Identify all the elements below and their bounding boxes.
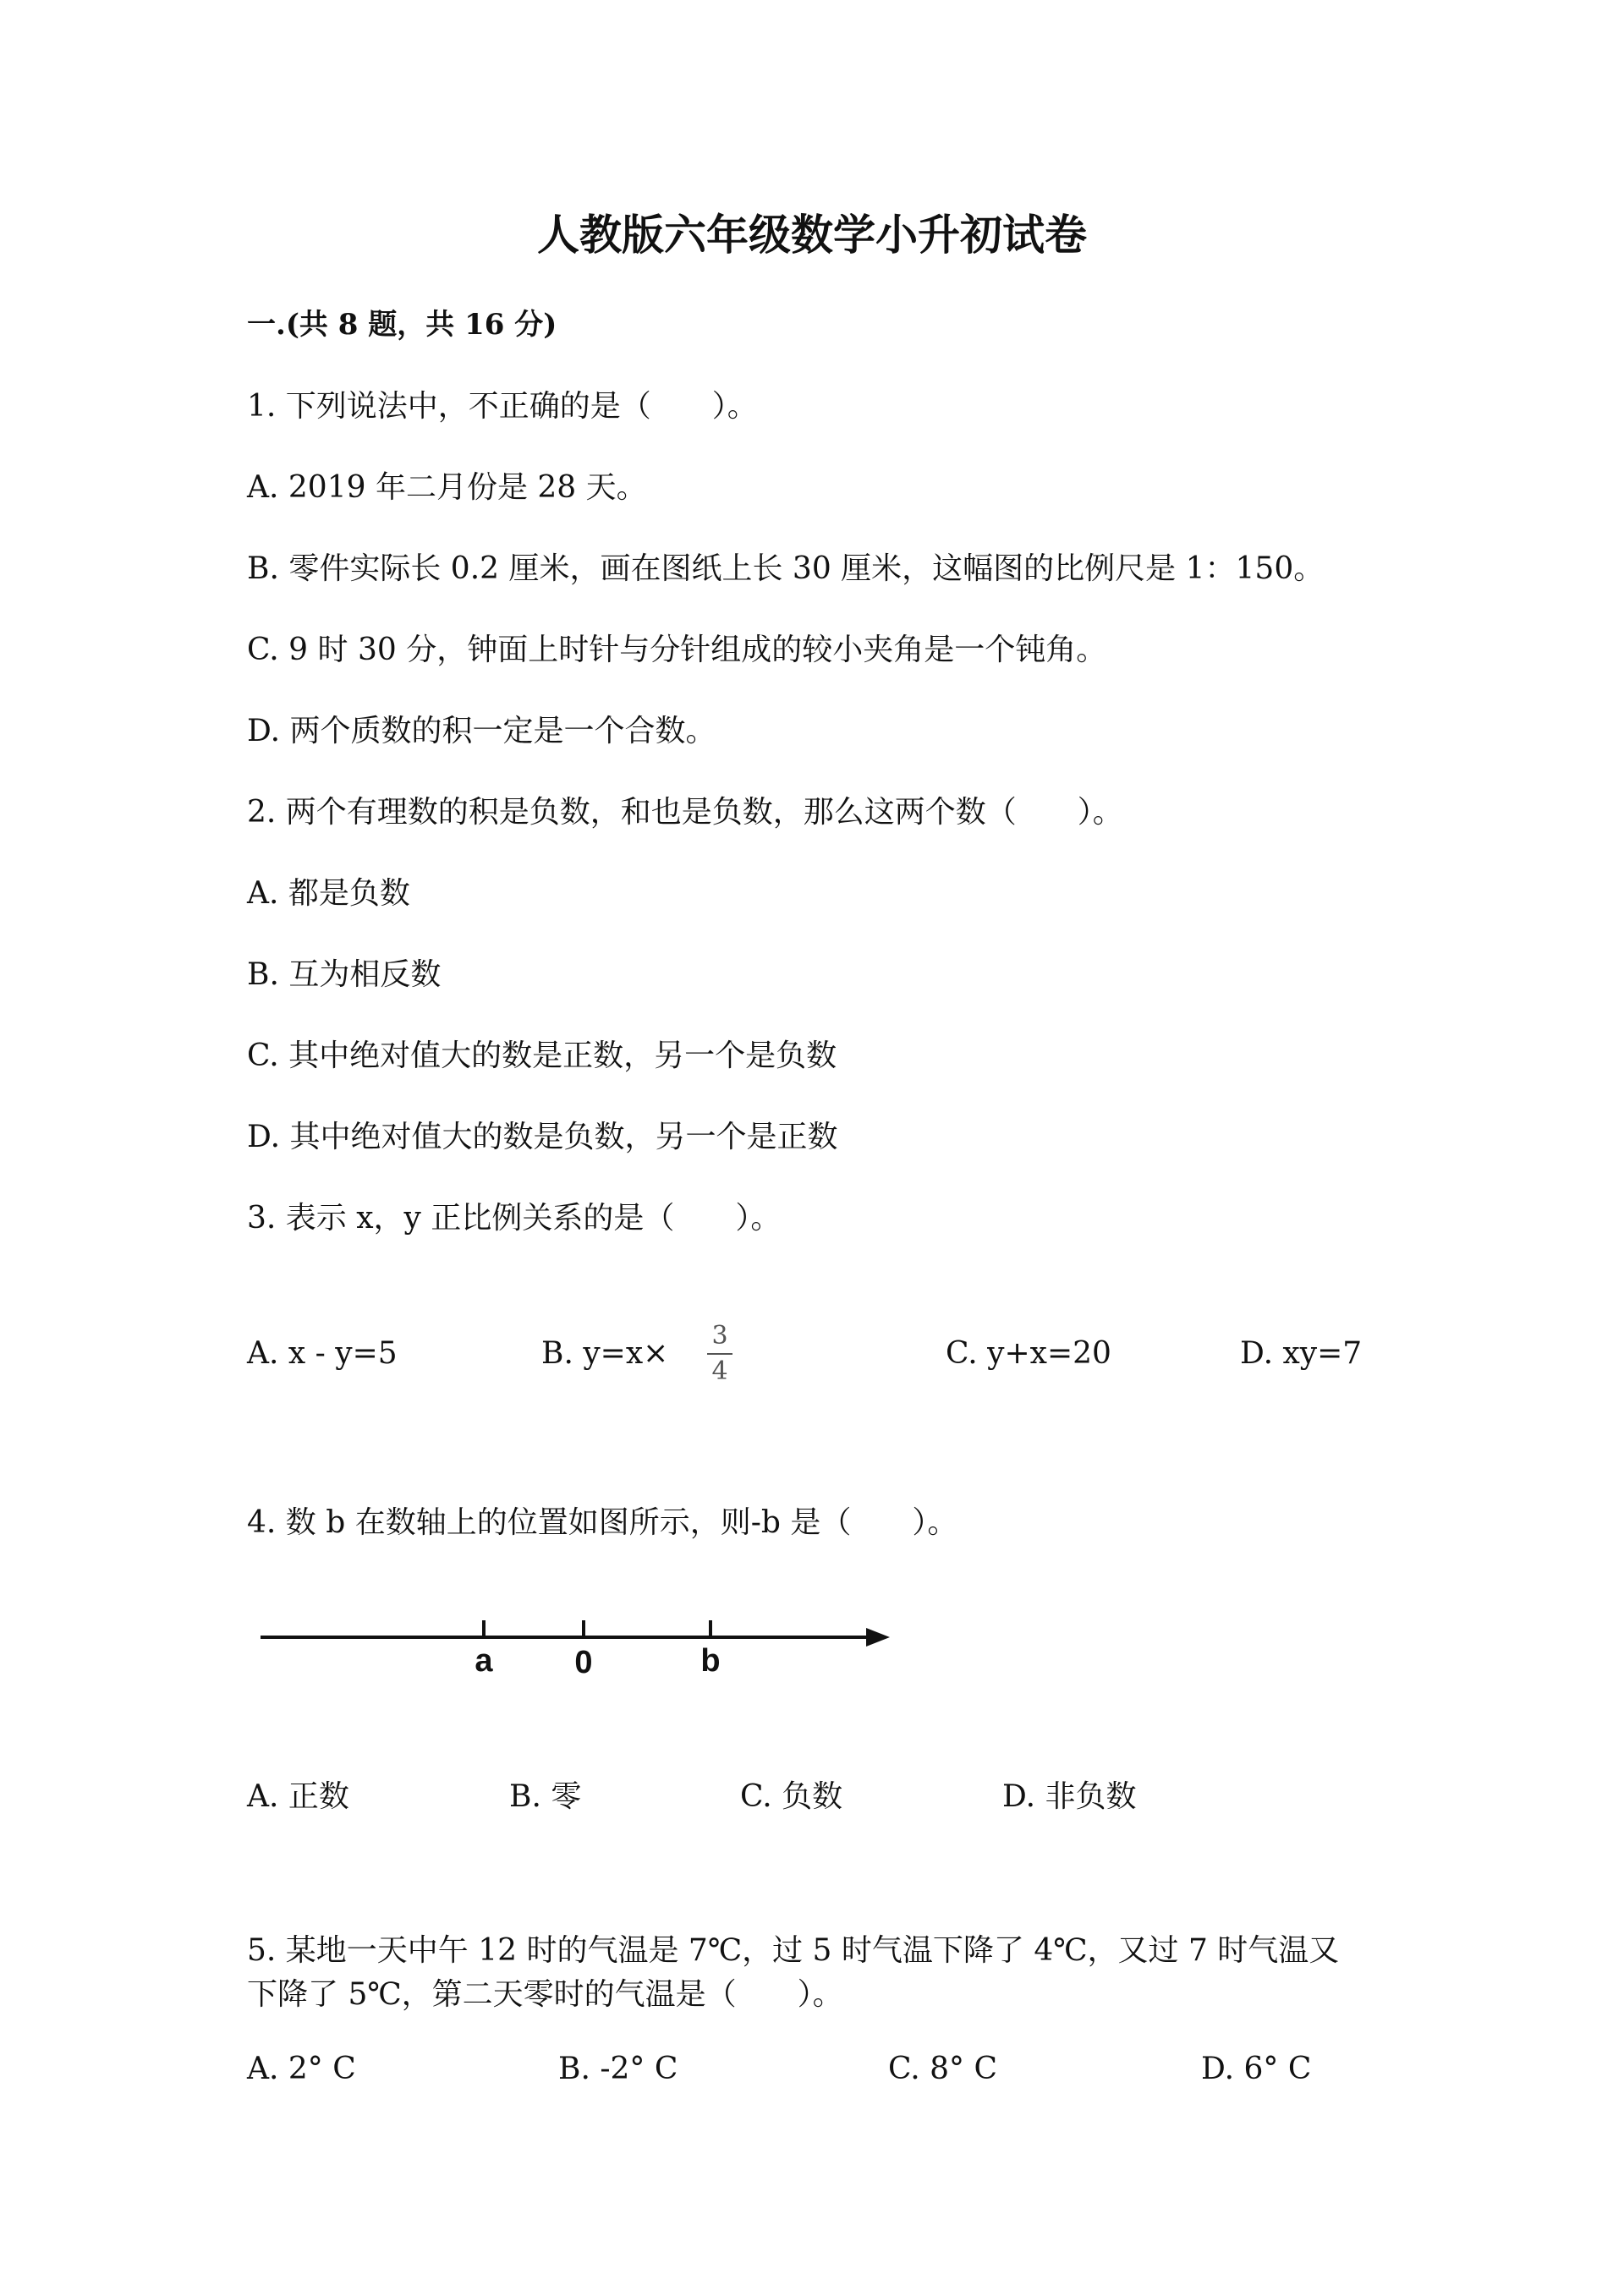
q3-option-b: B. y=x×	[541, 1336, 669, 1371]
q4-option-b: B. 零	[509, 1779, 582, 1814]
q4-stem: 4. 数 b 在数轴上的位置如图所示，则-b 是（ ）。	[247, 1505, 958, 1540]
q4-option-a: A. 正数	[247, 1779, 349, 1814]
q2-stem: 2. 两个有理数的积是负数，和也是负数，那么这两个数（ ）。	[247, 795, 1123, 830]
fraction-three-quarters	[707, 1321, 732, 1387]
q5-stem-line2: 下降了 5℃，第二天零时的气温是（ ）。	[247, 1977, 843, 2012]
fraction-bar	[707, 1353, 732, 1355]
axis-label-zero: 0	[574, 1645, 593, 1680]
q5-option-a: A. 2° C	[247, 2052, 356, 2086]
q2-option-c: C. 其中绝对值大的数是正数，另一个是负数	[247, 1038, 837, 1073]
q2-option-d: D. 其中绝对值大的数是负数，另一个是正数	[247, 1120, 838, 1154]
q1-stem: 1. 下列说法中，不正确的是（ ）。	[247, 389, 758, 424]
axis-label-b: b	[700, 1643, 721, 1679]
q1-option-c: C. 9 时 30 分，钟面上时针与分针组成的较小夹角是一个钝角。	[247, 633, 1107, 667]
q5-stem-line1: 5. 某地一天中午 12 时的气温是 7℃，过 5 时气温下降了 4℃，又过 7 时气温又	[247, 1933, 1340, 1968]
page-title: 人教版六年级数学小升初试卷	[537, 210, 1087, 260]
q5-option-c: C. 8° C	[888, 2052, 998, 2086]
section-heading: 一.(共 8 题，共 16 分)	[247, 308, 557, 342]
q2-option-b: B. 互为相反数	[247, 957, 442, 992]
q4-option-d: D. 非负数	[1002, 1779, 1137, 1814]
number-line-arrowhead	[866, 1628, 890, 1647]
q1-option-b: B. 零件实际长 0.2 厘米，画在图纸上长 30 厘米，这幅图的比例尺是 1：150。	[247, 551, 1325, 586]
q3-stem: 3. 表示 x，y 正比例关系的是（ ）。	[247, 1201, 782, 1236]
q5-option-b: B. -2° C	[558, 2052, 678, 2086]
q2-option-a: A. 都是负数	[247, 876, 410, 911]
fraction-numerator: 3	[711, 1321, 728, 1351]
q1-option-d: D. 两个质数的积一定是一个合数。	[247, 714, 716, 748]
q1-option-a: A. 2019 年二月份是 28 天。	[247, 470, 647, 505]
fraction-denominator: 4	[711, 1356, 728, 1386]
axis-label-a: a	[475, 1643, 493, 1679]
q4-option-c: C. 负数	[740, 1779, 843, 1814]
q3-option-d: D. xy=7	[1240, 1336, 1363, 1371]
q5-option-d: D. 6° C	[1201, 2052, 1312, 2086]
q3-option-c: C. y+x=20	[946, 1336, 1111, 1371]
q3-option-a: A. x - y=5	[247, 1336, 398, 1371]
